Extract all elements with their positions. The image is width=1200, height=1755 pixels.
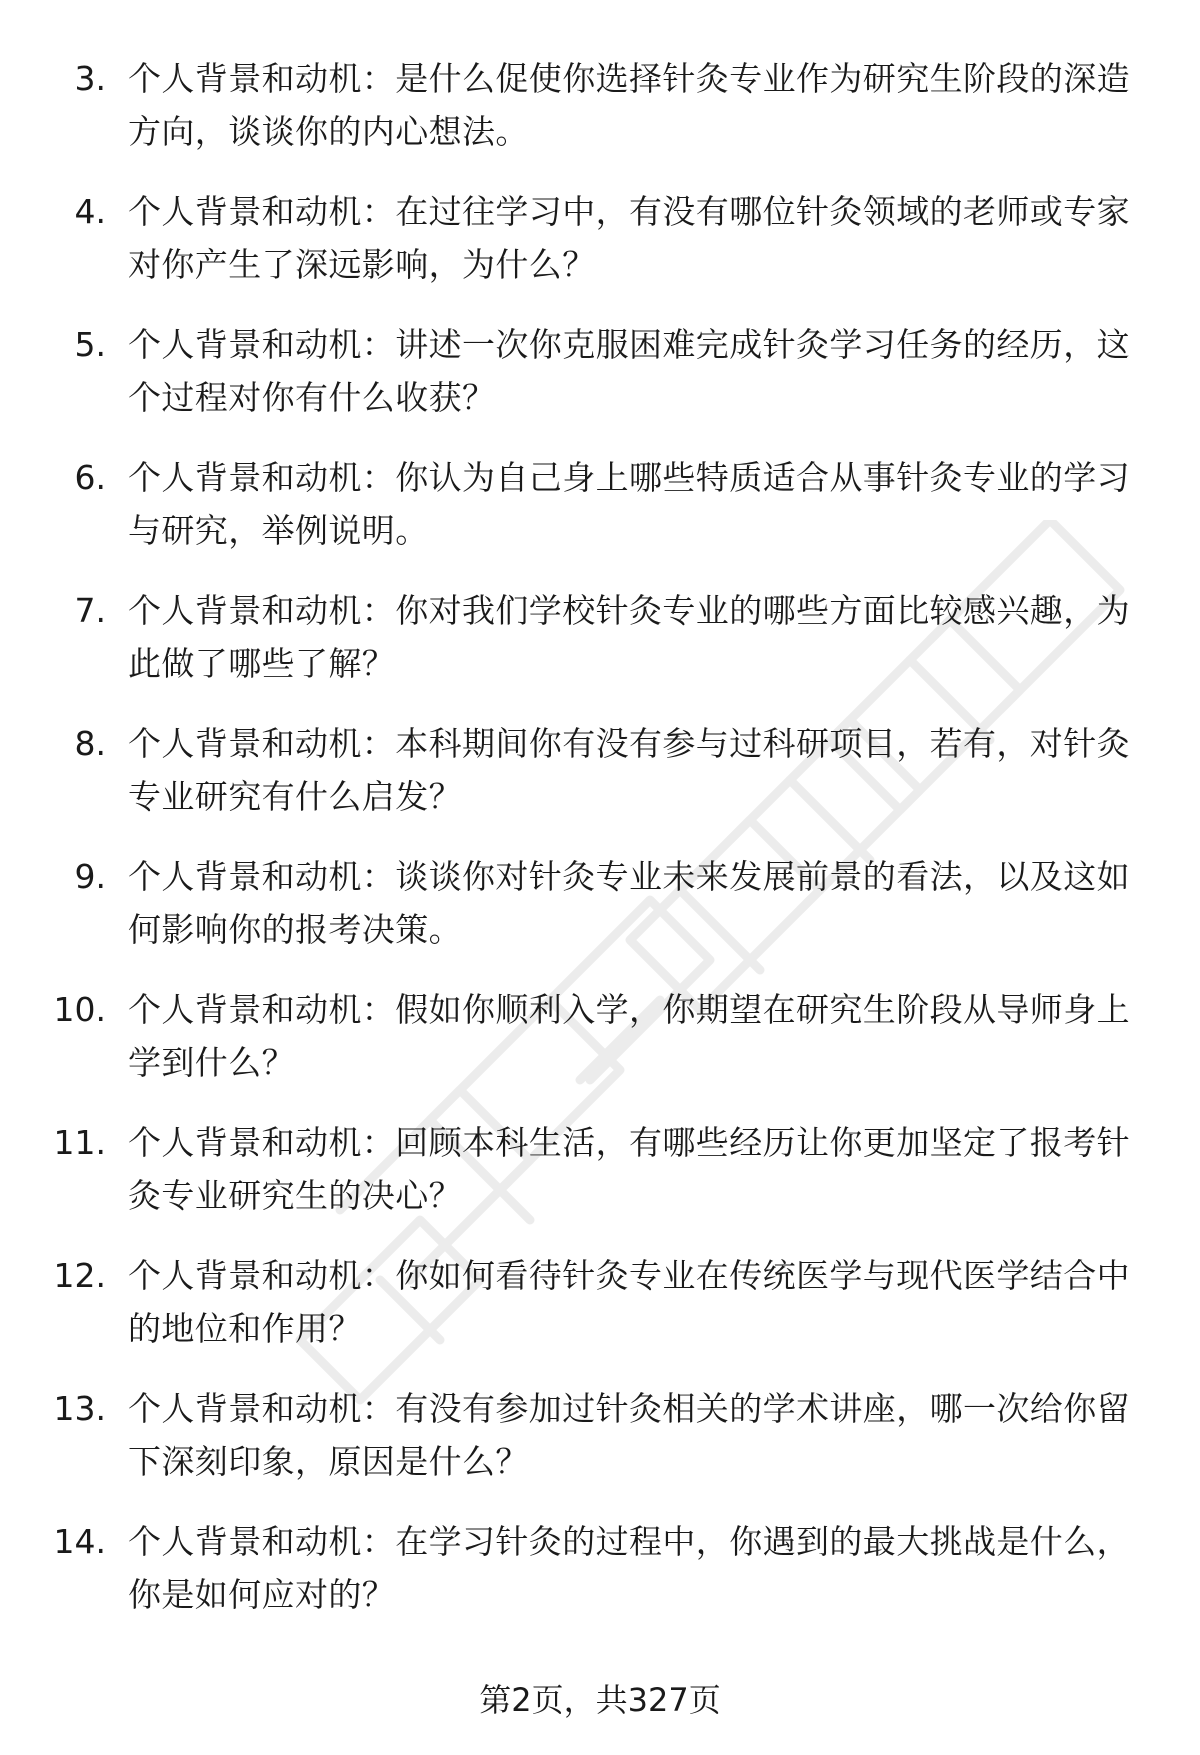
question-text: 个人背景和动机：讲述一次你克服困难完成针灸学习任务的经历，这个过程对你有什么收获？: [128, 325, 1130, 417]
question-text: 个人背景和动机：你认为自己身上哪些特质适合从事针灸专业的学习与研究，举例说明。: [128, 458, 1130, 550]
question-text: 个人背景和动机：回顾本科生活，有哪些经历让你更加坚定了报考针灸专业研究生的决心？: [128, 1123, 1130, 1215]
question-text: 个人背景和动机：在过往学习中，有没有哪位针灸领域的老师或专家对你产生了深远影响，为什么？: [128, 192, 1130, 284]
question-item-4: [0, 185, 1200, 318]
question-text: 个人背景和动机：谈谈你对针灸专业未来发展前景的看法，以及这如何影响你的报考决策。: [128, 857, 1130, 949]
question-item-5: [0, 318, 1200, 451]
question-item-11: [0, 1116, 1200, 1249]
question-number: 10.: [53, 990, 106, 1029]
question-number: 11.: [53, 1123, 106, 1162]
question-number: 12.: [53, 1256, 106, 1295]
question-number: 5.: [74, 325, 106, 364]
question-item-13: [0, 1382, 1200, 1515]
question-number: 13.: [53, 1389, 106, 1428]
question-item-10: [0, 983, 1200, 1116]
question-item-12: [0, 1249, 1200, 1382]
question-text: 个人背景和动机：是什么促使你选择针灸专业作为研究生阶段的深造方向，谈谈你的内心想法。: [128, 59, 1130, 151]
question-text: 个人背景和动机：有没有参加过针灸相关的学术讲座，哪一次给你留下深刻印象，原因是什么？: [128, 1389, 1130, 1481]
page-number-footer: 第2页，共327页: [479, 1681, 721, 1719]
question-text: 个人背景和动机：本科期间你有没有参与过科研项目，若有，对针灸专业研究有什么启发？: [128, 724, 1130, 816]
question-item-7: [0, 584, 1200, 717]
question-text: 个人背景和动机：在学习针灸的过程中，你遇到的最大挑战是什么，你是如何应对的？: [128, 1522, 1130, 1614]
question-item-6: [0, 451, 1200, 584]
question-number: 7.: [74, 591, 106, 630]
question-number: 14.: [53, 1522, 106, 1561]
question-text: 个人背景和动机：假如你顺利入学，你期望在研究生阶段从导师身上学到什么？: [128, 990, 1130, 1082]
question-item-9: [0, 850, 1200, 983]
question-item-8: [0, 717, 1200, 850]
question-item-14: [0, 1515, 1200, 1648]
question-number: 9.: [74, 857, 106, 896]
question-number: 3.: [74, 59, 106, 98]
question-item-3: [0, 52, 1200, 185]
question-number: 6.: [74, 458, 106, 497]
question-text: 个人背景和动机：你如何看待针灸专业在传统医学与现代医学结合中的地位和作用？: [128, 1256, 1130, 1348]
question-list: [0, 52, 1200, 1648]
question-number: 4.: [74, 192, 106, 231]
question-text: 个人背景和动机：你对我们学校针灸专业的哪些方面比较感兴趣，为此做了哪些了解？: [128, 591, 1130, 683]
question-number: 8.: [74, 724, 106, 763]
